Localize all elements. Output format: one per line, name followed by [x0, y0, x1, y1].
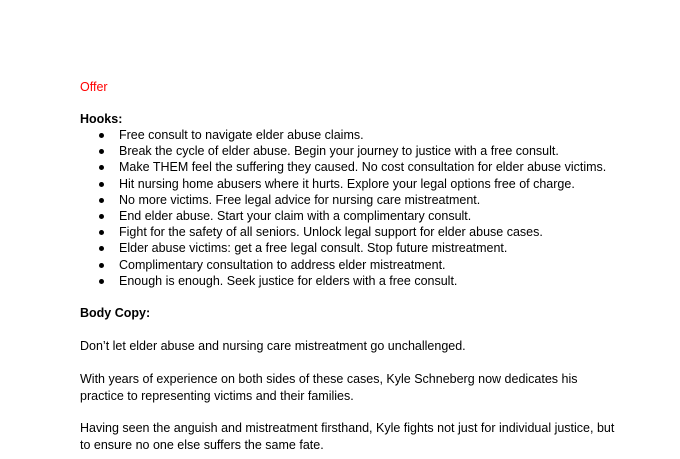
bullet-icon	[99, 279, 104, 284]
list-item	[80, 159, 660, 175]
bullet-icon	[99, 230, 104, 235]
bullet-icon	[99, 246, 104, 251]
bullet-icon	[99, 133, 104, 138]
bullet-icon	[99, 214, 104, 219]
bullet-icon	[99, 182, 104, 187]
list-item	[80, 224, 660, 240]
bullet-icon	[99, 165, 104, 170]
list-item	[80, 240, 660, 256]
hook-text: Make THEM feel the suffering they caused. No cost consultation for elder abuse victims.	[119, 160, 607, 175]
list-item	[80, 273, 660, 289]
hook-text: Fight for the safety of all seniors. Unlock legal support for elder abuse cases.	[119, 225, 543, 240]
hook-text: End elder abuse. Start your claim with a complimentary consult.	[119, 208, 472, 223]
hooks-list	[80, 127, 660, 289]
hook-text: Complimentary consultation to address elder mistreatment.	[119, 257, 446, 272]
body-copy-heading: Body Copy:	[80, 306, 151, 320]
bullet-icon	[99, 198, 104, 203]
hook-text: No more victims. Free legal advice for nursing care mistreatment.	[119, 192, 481, 207]
body-paragraph: Don’t let elder abuse and nursing care mistreatment go unchallenged.	[80, 339, 466, 353]
body-paragraph: Having seen the anguish and mistreatment firsthand, Kyle fights not just for individual justice, but to ensure no one else suffers the same fate.	[80, 421, 615, 452]
hook-text: Free consult to navigate elder abuse claims.	[119, 128, 364, 142]
list-item	[80, 257, 660, 273]
list-item	[80, 143, 660, 159]
hook-text: Enough is enough. Seek justice for elders with a free consult.	[119, 273, 458, 288]
hook-text: Hit nursing home abusers where it hurts. Explore your legal options free of charge.	[119, 176, 575, 191]
bullet-icon	[99, 263, 104, 268]
body-paragraph: With years of experience on both sides of these cases, Kyle Schneberg now dedicates his practice to representing victims and their families.	[80, 372, 578, 403]
list-item	[80, 176, 660, 192]
hook-text: Elder abuse victims: get a free legal consult. Stop future mistreatment.	[119, 241, 508, 256]
document-page	[80, 0, 660, 459]
offer-label: Offer	[80, 80, 108, 94]
hooks-heading: Hooks:	[80, 112, 123, 126]
bullet-icon	[99, 149, 104, 154]
list-item	[80, 208, 660, 224]
list-item	[80, 127, 660, 143]
hook-text: Break the cycle of elder abuse. Begin your journey to justice with a free consult.	[119, 144, 559, 159]
list-item	[80, 192, 660, 208]
